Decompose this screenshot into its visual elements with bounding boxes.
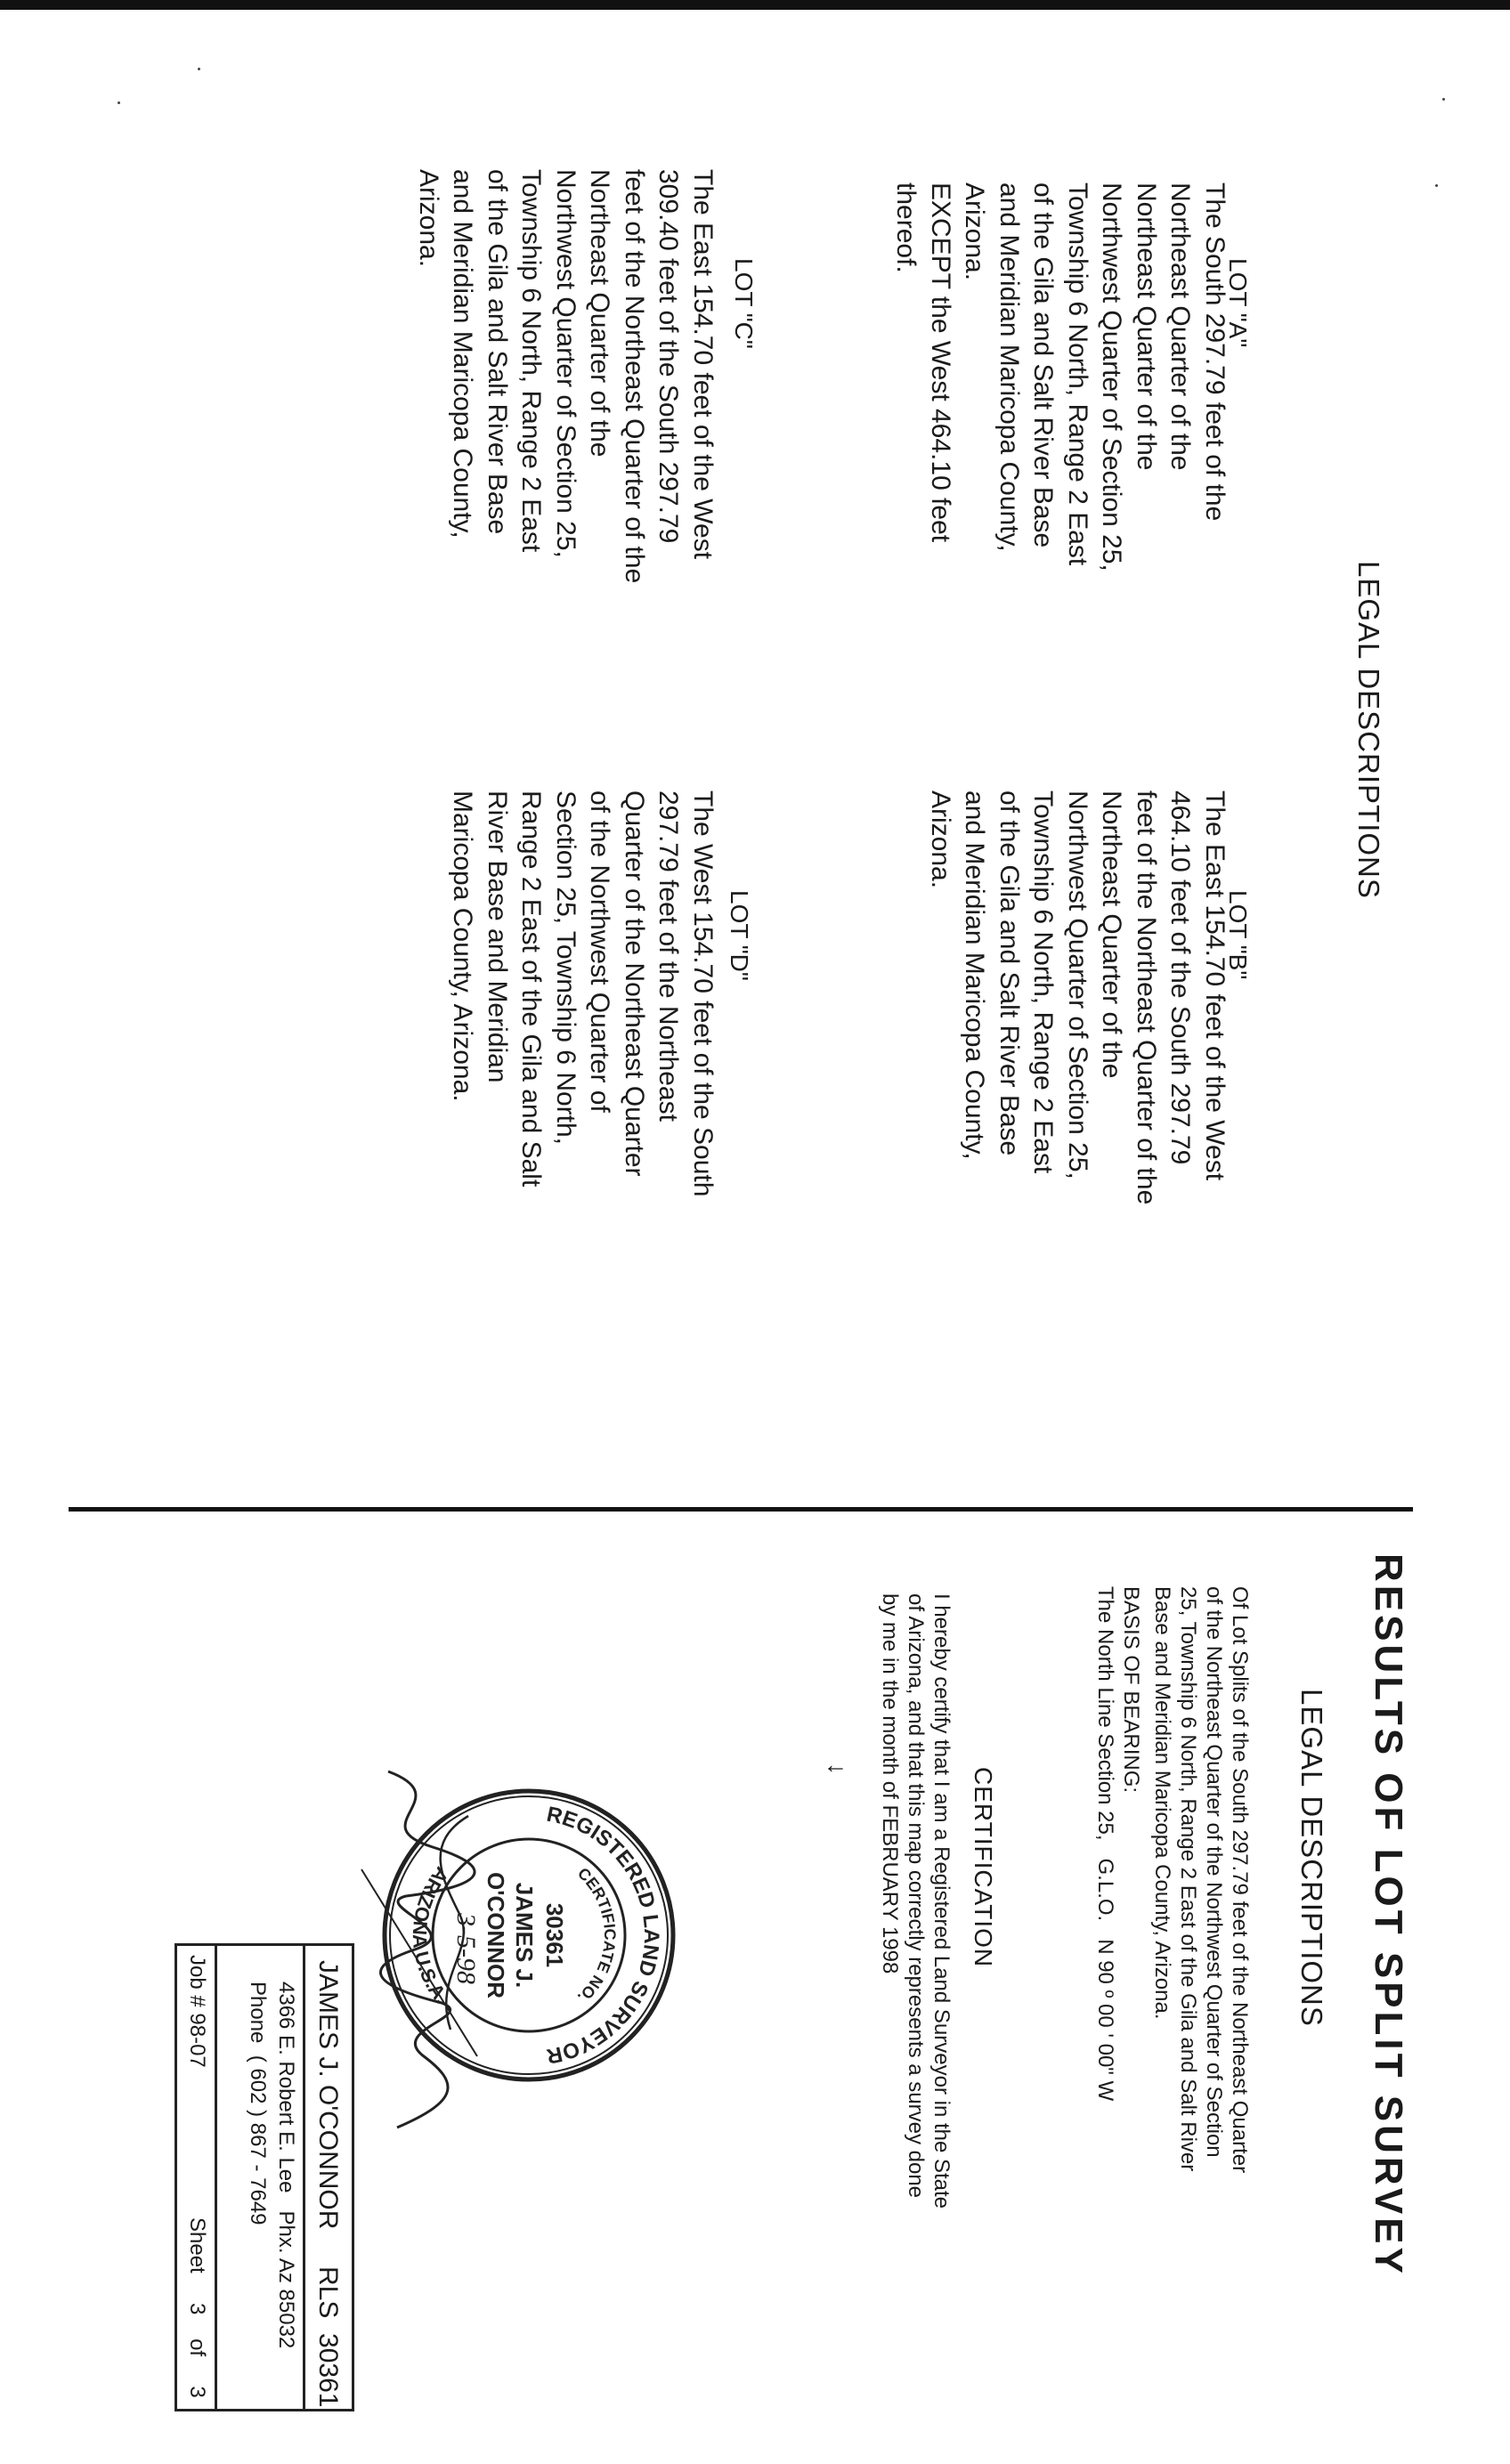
survey-description: Of Lot Splits of the South 297.79 feet of the Northeast Quarter of the Northeast Quarter of the Northwest Quarter of Section 25, Township 6 North, Range 2 East of the Gila and Salt River Base and Meridian Maricopa County, Arizona. — [1150, 1586, 1252, 2174]
basis-of-bearing-label: BASIS OF BEARING: — [1119, 1586, 1143, 1794]
tick-mark: ↓ — [824, 1763, 851, 1775]
seal-number: 30361 — [541, 1902, 568, 1968]
lot-b-description: The East 154.70 feet of the West 464.10 feet of the South 297.79 feet of the Northeast Quarter of the Northeast Quarter of the Northwest Quarter of Section 25, Township 6 North, Range 2 East of the Gila and Salt River Base and Meridian Maricopa County, Arizona. — [926, 790, 1230, 1205]
seal-ring-bottom: ARIZONA U.S.A. — [408, 1862, 453, 2008]
page-divider — [69, 1507, 1413, 1512]
seal-date: 3-5-98 — [451, 1913, 481, 1984]
lot-b-title: LOT "B" — [1224, 890, 1252, 980]
surveyor-address: 4366 E. Robert E. Lee Phx. Az 85032 — [274, 1982, 298, 2349]
rls-number: RLS 30361 — [313, 2266, 343, 2408]
legal-descriptions-heading: LEGAL DESCRIPTIONS — [1352, 561, 1385, 899]
title-block-job-row — [177, 1946, 217, 2409]
basis-of-bearing-line: The North Line Section 25, G.L.O. N 90 º 00 ' 00" W — [1093, 1586, 1117, 2102]
lot-d-description: The West 154.70 feet of the South 297.79 feet of the Northeast Quarter of the Northeast Quarter of the Northwest Quarter of Section 25, Township 6 North, Range 2 East of the Gila and Salt River Base and Meridian Maricopa County, Arizona. — [448, 790, 718, 1197]
title-block-name-row — [303, 1946, 352, 2409]
title-block — [175, 1943, 354, 2411]
lot-c-title: LOT "C" — [730, 258, 758, 349]
lot-a-description: The South 297.79 feet of the Northeast Quarter of the Northeast Quarter of the Northwest Quarter of Section 25, Township 6 North, Range 2 East of the Gila and Salt River Base and Meridian Maricopa County, Arizona. EXCEPT the West 464.10 feet thereof. — [891, 182, 1230, 571]
job-number: Job # 98-07 — [185, 1955, 209, 2068]
seal-name-2: O'CONNOR — [483, 1872, 509, 1998]
lot-c-description: The East 154.70 feet of the West 309.40 feet of the South 297.79 feet of the Northeast Quarter of the Northeast Quarter of the Northwest Quarter of Section 25, Township 6 North, Range 2 East of the Gila and Salt River Base and Meridian Maricopa County, Arizona. — [414, 169, 718, 584]
surveyor-phone: Phone ( 602 ) 867 - 7649 — [246, 1982, 270, 2225]
lot-a-title: LOT "A" — [1224, 258, 1252, 348]
lot-d-title: LOT "D" — [726, 890, 753, 981]
legal-descriptions-subheading: LEGAL DESCRIPTIONS — [1295, 1689, 1328, 2027]
seal-certificate-label: CERTIFICATE NO. — [573, 1864, 620, 2007]
seal-name-1: JAMES J. — [511, 1882, 538, 1989]
survey-title: RESULTS OF LOT SPLIT SURVEY — [1367, 1553, 1410, 2277]
certification-text: I hereby certify that I am a Registered Land Surveyor in the State of Arizona, and that this map correctly represents a survey done by me in the month of FEBRUARY 1998 — [878, 1593, 954, 2209]
surveyor-name: JAMES J. O'CONNOR — [313, 1960, 343, 2230]
signature — [353, 1763, 495, 2136]
certification-heading: CERTIFICATION — [970, 1767, 997, 1968]
sheet-number: Sheet 3 of 3 — [185, 2217, 209, 2398]
seal-ring-top: REGISTERED LAND SURVEYOR — [544, 1802, 664, 2069]
